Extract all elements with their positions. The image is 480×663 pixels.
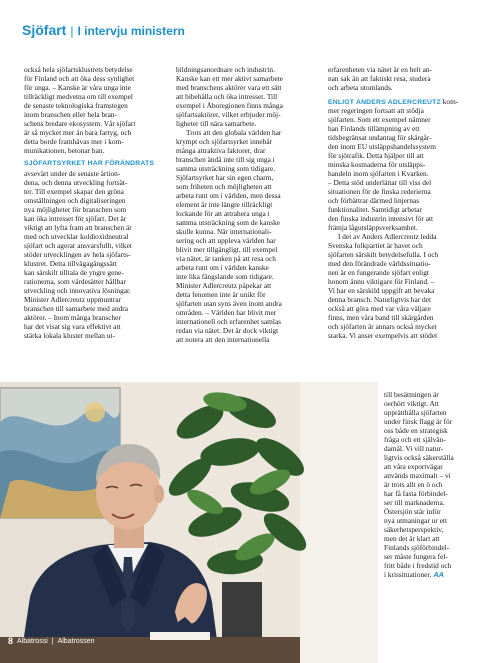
text-line: upprätthålla sjöfarten	[384, 408, 447, 418]
text-line: ligheter till nära samarbete.	[176, 119, 257, 129]
section-subtitle: I intervju ministern	[77, 24, 185, 38]
text-line: ter. Till exempel skapar den gröna	[24, 187, 124, 197]
text-line: handeln inom sjöfarten i Kvarken.	[328, 169, 429, 179]
text-line: dena, och denna utveckling fortsät-	[24, 178, 128, 188]
text-line: nan sak än att faktiskt resa, studera	[328, 74, 431, 84]
minister-photo	[0, 382, 378, 663]
text-line: nya möjligheter för branschen som	[24, 205, 127, 215]
text-line: funktionalitet. Samtidigt arbetar	[328, 205, 423, 215]
text-line: klustret. Detta tillvägagångssätt	[24, 259, 117, 269]
text-line: samma utsträckning som tidigare.	[176, 164, 276, 174]
text-line: för Finland och att öka dess synlighet	[24, 74, 135, 84]
text-line: de senaste teknologiska framstegen	[24, 101, 128, 111]
text-line: och arbeta utomlands.	[328, 83, 393, 93]
page-footer	[8, 634, 95, 648]
text-line: kan öka intresset för sjöfart. Det är	[24, 214, 127, 224]
text-line: för unga. – Kanske är våra unga inte	[24, 83, 131, 93]
text-line: finns, men våra band till skärgården	[328, 313, 434, 323]
text-line: med den förändrade världssituatio-	[328, 259, 431, 269]
text-line: branschen till samarbete med andra	[24, 304, 128, 314]
subheading: SJÖFARTSYRKET HAR FÖRÄNDRATS	[24, 160, 155, 168]
text-line: minska kostnaderna för utsläpps-	[328, 160, 426, 170]
text-line: branschen ändå inte till sig unga i	[176, 155, 275, 165]
text-line: inte lika fängslande som tidigare.	[176, 272, 274, 282]
text-line: detta fenomen inte är unikt för	[176, 290, 266, 300]
header-separator: |	[70, 24, 74, 38]
text-line	[328, 97, 466, 106]
text-line: kan särskilt tilltala de yngre gene-	[24, 268, 124, 278]
text-line: exempel i Åboregionen finns många	[176, 101, 283, 111]
text-line: schens bredare ekosystem. Vår sjöfart	[24, 119, 136, 129]
text-line	[384, 570, 466, 579]
text-line: som friheten och möjligheten att	[176, 182, 272, 192]
text-line: denna bransch. Naturligtvis har det	[328, 295, 431, 305]
text-line: bildningsanordnare och industrin.	[176, 65, 275, 74]
text-line: ligtvis också säkerställa	[384, 453, 454, 463]
text-line: också att göra med var våra väljare	[328, 304, 431, 314]
text-line: internationell och erfarenhet samlas	[176, 317, 282, 327]
photo-illustration	[0, 382, 378, 663]
text-line: aktörer. – Inom många branscher	[24, 313, 121, 323]
text-line: Östersjön står inför	[384, 507, 441, 517]
text-line: viktigt att lyfta fram att branschen är	[24, 223, 132, 233]
text-line: krympt och sjöfartsyrket innebär	[176, 137, 273, 147]
text-line: främja lågutsläppsverksamhet.	[328, 223, 418, 233]
text-line: och sjöfarten är annars också mycket	[328, 322, 437, 332]
text-line: sjöfarten särskilt betydelsefulla. I och	[328, 250, 439, 260]
text-line: nya utmaningar ur ett	[384, 516, 448, 526]
paragraph	[176, 65, 310, 128]
section-title: Sjöfart	[22, 22, 67, 38]
article-column-2	[176, 65, 310, 344]
text-line: blivit mer tillgängligt, till exempel	[176, 245, 278, 255]
text-line: att bibehålla och öka intresset. Till	[176, 92, 278, 102]
text-line: säkerhetsperspektiv,	[384, 525, 444, 535]
text-line: Trots att den globala världen har	[186, 128, 282, 138]
text-line: inom branschen eller hela bran-	[24, 110, 117, 120]
text-line: oerhört viktigt. Att	[384, 399, 439, 409]
text-line: också hela sjöfartsklustrets betydelse	[24, 65, 133, 74]
text-line: och förbättrar därmed linjernas	[328, 196, 420, 206]
text-line: Kanske kan ett mer aktivt samarbete	[176, 74, 284, 84]
text-line: skulle kunna. När internationali-	[176, 227, 272, 237]
text-line: stöder utvecklingen av hela sjöfarts-	[24, 250, 131, 260]
text-line: sjöfarten utan syns även inom andra	[176, 299, 282, 309]
text-line: men det är klart att	[384, 534, 440, 544]
article-column-1	[24, 65, 160, 340]
text-line: under finsk flagg är för	[384, 417, 453, 427]
paragraph	[328, 232, 466, 340]
section-header	[22, 22, 185, 42]
text-line: stärka lokala kluster mellan ut-	[24, 331, 115, 341]
text-line: har få fasta förbindel-	[384, 489, 448, 499]
text-line: damål. Vi vill natur-	[384, 444, 444, 454]
text-line: oss både en strategisk	[384, 426, 448, 436]
text-line: den finska industrin intensivt för att	[328, 214, 434, 224]
text-line: I det av Anders Adlercreutz ledda	[338, 232, 437, 242]
text-line: att notera att den internationella	[176, 335, 270, 345]
text-line: arbeta runt om i världen kanske	[176, 263, 269, 273]
text-line: avsevärt under de senaste årtion-	[24, 169, 121, 179]
text-line: tillräckligt medvetna om till exempel	[24, 92, 133, 102]
text-line: för sjötrafik. Detta hjälper till att	[328, 151, 424, 161]
article-column-3	[328, 65, 466, 340]
text-line: starka. Vi anser exempelvis att stödet	[328, 331, 438, 341]
text-line: erfarenheten via nätet är en helt an-	[328, 65, 432, 74]
text-line: han Finlands tillämpning av ett	[328, 124, 420, 134]
article-column-3-continued	[384, 390, 466, 579]
text-line: Minister Adlercreutz uppmuntrar	[24, 295, 122, 305]
paragraph	[176, 128, 310, 344]
text-line: sjöfart och agerar ansvarsfullt, vilket	[24, 241, 132, 251]
text-line: med och utvecklar koldioxidneutral	[24, 232, 129, 242]
text-line: via nätet, är tanken på att resa och	[176, 254, 276, 264]
text-line: redan via nätet. Det är dock viktigt	[176, 326, 279, 336]
text-line: nen är en fungerande sjöfart enligt	[328, 268, 429, 278]
paragraph	[24, 169, 160, 340]
text-line: ser måste fungera fel-	[384, 552, 448, 562]
text-line: samma utsträckning som de kanske	[176, 218, 281, 228]
paragraph	[328, 65, 466, 92]
text-line: utveckling och innovativa lösningar.	[24, 286, 131, 296]
text-line: är trots allt en ö och	[384, 480, 443, 490]
text-line: Sjöfartsyrket har sin egen charm,	[176, 173, 274, 183]
text-line: rationerna, som värdesätter hållbar	[24, 277, 126, 287]
text-line: Vi har en särskild uppgift att bevaka	[328, 286, 435, 296]
end-mark: AA	[433, 570, 444, 580]
magazine-name: Albatrossi	[17, 637, 48, 645]
text-line: används maximalt – vi	[384, 471, 451, 481]
text-line: mer regeringen fortsatt att stödja	[328, 106, 424, 116]
text-line: sjöfartsaktörer, vilket erbjuder möj-	[176, 110, 281, 120]
text-line: tidsbegränsat undantag för skärgår-	[328, 133, 432, 143]
text-line: att våra exportvägar	[384, 462, 443, 472]
text-line: element är inte längre tillräckligt	[176, 200, 273, 210]
text-fragment: kom-	[442, 97, 459, 107]
text-line: sering och att uppleva världen har	[176, 236, 276, 246]
paragraph	[328, 97, 466, 232]
text-line: honom ännu viktigare för Finland. –	[328, 277, 435, 287]
text-line: till besättningen är	[384, 390, 439, 399]
text-line: Minister Adlercreutz påpekar att	[176, 281, 272, 291]
text-fragment: i krissituationer.	[384, 570, 432, 580]
paragraph-lead: ENLIGT ANDERS ADLERCREUTZ	[328, 99, 441, 107]
text-line: Finlands sjöförbindel-	[384, 543, 450, 553]
text-line: detta borde framhävas mer i kom-	[24, 137, 124, 147]
text-line: munikationen, betonar han.	[24, 146, 105, 156]
text-line: – Detta stöd underlättar till viss del	[328, 178, 432, 188]
text-line: situationen för de finska rederierna	[328, 187, 431, 197]
text-line: omställningen och digitaliseringen	[24, 196, 126, 206]
text-line: sjöfarten. Som ett exempel nämner	[328, 115, 431, 125]
text-line: är så mycket mer än bara fartyg, och	[24, 128, 132, 138]
text-line: fritt både i fredstid och	[384, 561, 452, 571]
text-line: med branschens aktörer vara ett sätt	[176, 83, 282, 93]
footer-separator: |	[51, 637, 54, 645]
text-line: områden. – Världen har blivit mer	[176, 308, 277, 318]
text-line: fråga och ett självän-	[384, 435, 446, 445]
text-line: Svenska folkpartiet är havet och	[328, 241, 423, 251]
paragraph	[24, 65, 160, 155]
text-line: den inom EU utsläppshandelssystem	[328, 142, 436, 152]
page-number: 8	[8, 636, 14, 646]
text-line: ser till marknaderna.	[384, 498, 445, 508]
text-line: arbeta runt om i världen, men dessa	[176, 191, 281, 201]
magazine-name-swedish: Albatrossen	[57, 637, 95, 645]
text-line: har det visat sig vara effektivt att	[24, 322, 121, 332]
text-line: många attraktiva faktorer, drar	[176, 146, 266, 156]
text-line: lockande för att attrahera unga i	[176, 209, 270, 219]
